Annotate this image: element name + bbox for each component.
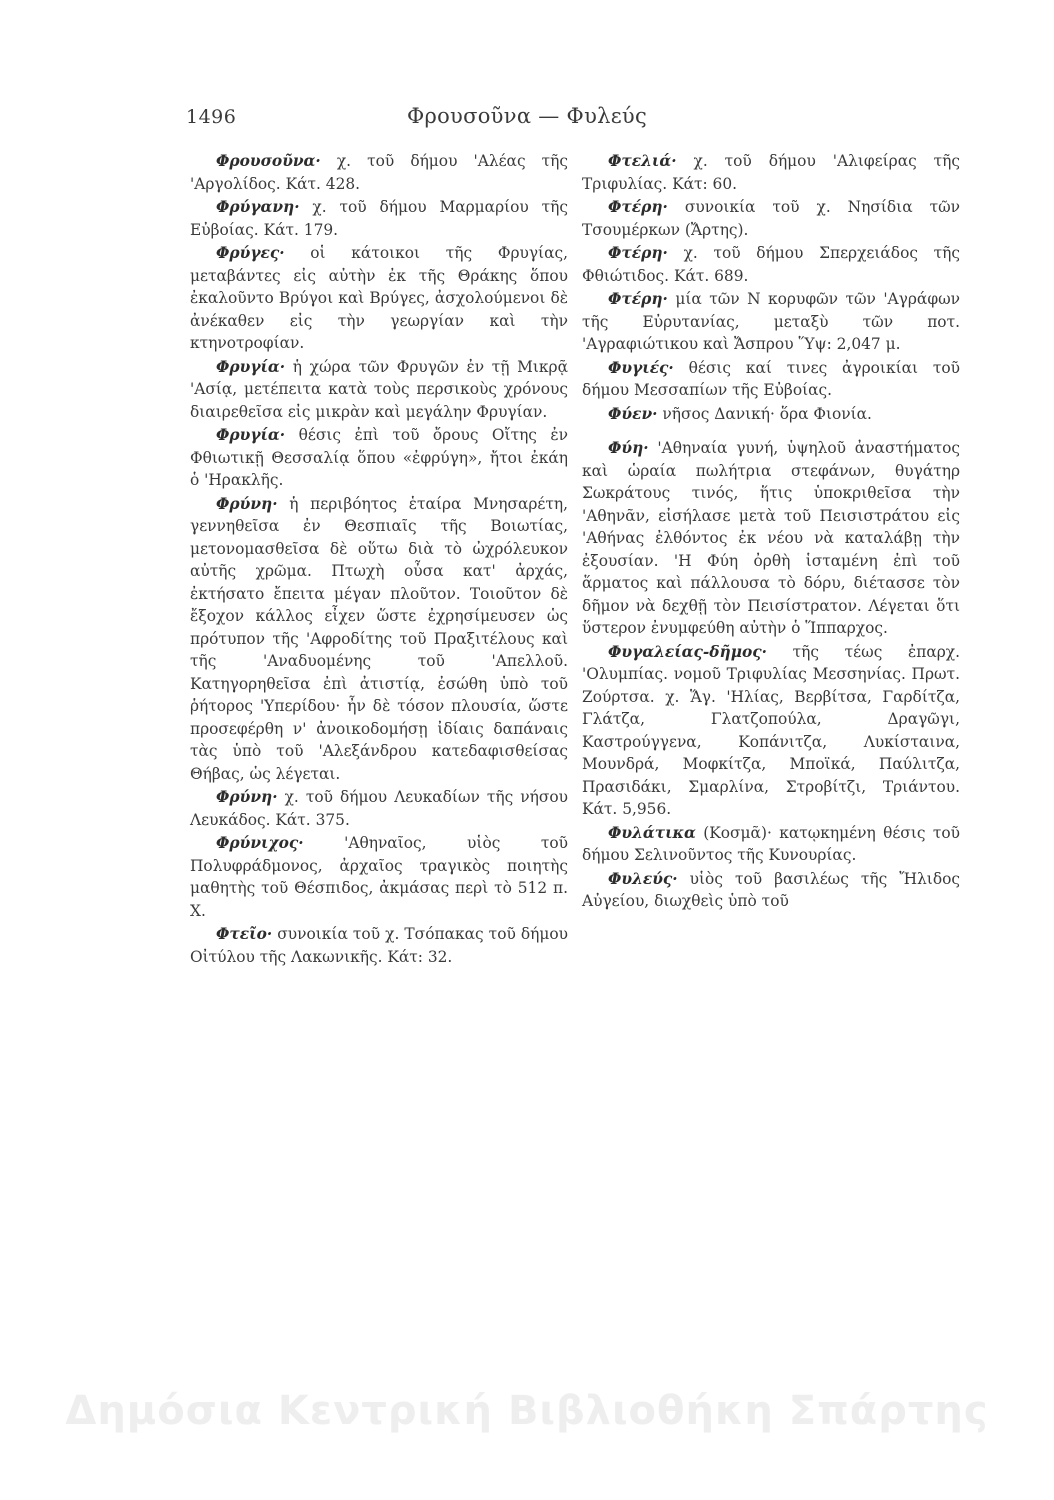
dictionary-entry: [582, 357, 960, 402]
entry-text: θέσις καί τινες ἀγροικίαι τοῦ δήμου Μεσσαπίων τῆς Εὐβοίας.: [582, 358, 960, 399]
entry-text: μία τῶν Ν κορυφῶν τῶν 'Αγράφων τῆς Εὐρυτανίας, μεταξὺ τῶν ποτ. 'Αγραφιώτικου καὶ Ἄσπρου Ὕψ: 2,047 μ.: [582, 290, 960, 353]
entry-headword: Φρουσοῦνα·: [216, 152, 321, 170]
entry-text: 'Αθηναῖος, υἱὸς τοῦ Πολυφράδμονος, ἀρχαῖος τραγικὸς ποιητὴς μαθητὴς τοῦ Θέσπιδος, ἀκμάσας περὶ τὸ 512 π. Χ.: [190, 834, 568, 920]
entry-headword: Φτέρη·: [608, 244, 668, 262]
dictionary-entry: [582, 822, 960, 867]
dictionary-entry: [190, 242, 568, 355]
dictionary-entry: [582, 641, 960, 821]
page-number: 1496: [186, 106, 237, 128]
entry-headword: Φρυγία·: [216, 357, 286, 376]
entry-headword: Φρύνη·: [216, 788, 278, 806]
dictionary-entry: [582, 242, 960, 287]
dictionary-entry: [190, 424, 568, 492]
dictionary-entry: [582, 437, 960, 640]
entry-text: νῆσος Δανική· ὅρα Φιονία.: [657, 404, 872, 423]
dictionary-entry: [190, 493, 568, 786]
entry-headword: Φύεν·: [608, 404, 658, 423]
dictionary-entry: [190, 150, 568, 195]
entry-headword: Φύη·: [608, 439, 649, 457]
entry-headword: Φυγιές·: [608, 358, 674, 377]
dictionary-entry: [582, 403, 960, 426]
entry-headword: Φυλεύς·: [608, 869, 678, 888]
right-column: [582, 150, 960, 913]
entry-text: χ. τοῦ δήμου Μαρμαρίου τῆς Εὐβοίας. Κάτ. 179.: [190, 198, 568, 239]
entry-text: (Κοσμᾶ)· κατῳκημένη θέσις τοῦ δήμου Σελινοῦντος τῆς Κυνουρίας.: [582, 823, 960, 864]
entry-headword: Φρύγες·: [216, 244, 285, 262]
library-watermark: Δημόσια Κεντρική Βιβλιοθήκη Σπάρτης: [65, 1388, 989, 1434]
entry-text: χ. τοῦ δήμου 'Αλιφείρας τῆς Τριφυλίας. Κάτ: 60.: [582, 152, 960, 193]
dictionary-entry: [582, 150, 960, 195]
entry-headword: Φρυγία·: [216, 426, 286, 444]
entry-text: συνοικία τοῦ χ. Νησίδια τῶν Τσουμέρκων (Ἄρτης).: [582, 198, 960, 239]
entry-text: υἱὸς τοῦ βασιλέως τῆς Ἤλιδος Αὐγείου, διωχθεὶς ὑπὸ τοῦ: [582, 869, 960, 910]
entry-headword: Φρύνη·: [216, 494, 278, 513]
entry-text: χ. τοῦ δήμου Σπερχειάδος τῆς Φθιώτιδος. Κάτ. 689.: [582, 244, 960, 285]
dictionary-entry: [190, 196, 568, 241]
dictionary-entry: [190, 832, 568, 922]
dictionary-entry: [582, 868, 960, 913]
entry-text: χ. τοῦ δήμου Λευκαδίων τῆς νήσου Λευκάδος. Κάτ. 375.: [190, 788, 568, 829]
entry-text: τῆς τέως ἐπαρχ. 'Ολυμπίας. νομοῦ Τριφυλίας Μεσσηνίας. Πρωτ. Ζούρτσα. χ. Ἅγ. 'Ηλίας, Βερβίτσα, Γαρδίτζα, Γλάτζα, Γλατζοπούλα, Δραγῶγι, Καστρούγγενα, Κοπάνιτζα, Λυκίσταινα, Μουνδρά, Μοφκίτζα, Μποϊκά, Παύλιτζα, Πρασιδάκι, Σμαρλίνα, Στροβίτζι, Τριάντου. Κάτ. 5,956.: [582, 642, 960, 818]
dictionary-entry: [582, 196, 960, 241]
dictionary-entry: [582, 288, 960, 356]
dictionary-entry: [190, 923, 568, 968]
entry-headword: Φυλάτικα: [608, 823, 696, 842]
running-title: Φρουσοῦνα — Φυλεύς: [406, 104, 648, 128]
entry-text: ἡ περιβόητος ἑταίρα Μνησαρέτη, γεννηθεῖσα ἐν Θεσπιαῖς τῆς Βοιωτίας, μετονομασθεῖσα δὲ οὕτω διὰ τὸ ὠχρόλευκον αὐτῆς χρῶμα. Πτωχὴ οὖσα κατ' ἀρχάς, ἐκτήσατο ἔπειτα μέγαν πλοῦτον. Τοιοῦτον δὲ ἔξοχον κάλλος εἶχεν ὥστε ἐχρησίμευσεν ὡς πρότυπον τῆς 'Αφροδίτης τοῦ Πραξιτέλους καὶ τῆς 'Αναδυομένης τοῦ 'Απελλοῦ. Κατηγορηθεῖσα ἐπὶ ἀτιστίᾳ, ἐσώθη ὑπὸ τοῦ ῥήτορος 'Υπερίδου· ἦν δὲ τόσον πλουσία, ὥστε προσεφέρθη ν' ἀνοικοδομήσῃ ἰδίαις δαπάναις τὰς ὑπὸ τοῦ 'Αλεξάνδρου κατεδαφισθείσας Θήβας, ὡς λέγεται.: [190, 494, 568, 783]
entry-headword: Φρύνιχος·: [216, 834, 304, 852]
left-column: [190, 150, 568, 968]
entry-text: οἱ κάτοικοι τῆς Φρυγίας, μεταβάντες εἰς αὐτὴν ἐκ τῆς Θράκης ὅπου ἐκαλοῦντο Βρύγοι καὶ Βρύγες, ἀσχολούμενοι δὲ ἀνέκαθεν εἰς τὴν γεωργίαν καὶ τὴν κτηνοτροφίαν.: [190, 244, 568, 352]
entry-headword: Φρύγανη·: [216, 198, 300, 216]
entry-headword: Φτέρη·: [608, 198, 668, 216]
dictionary-entry: [190, 786, 568, 831]
entry-headword: Φτεῖο·: [216, 925, 273, 943]
entry-headword: Φτέρη·: [608, 290, 668, 308]
entry-text: θέσις ἐπὶ τοῦ ὄρους Οἴτης ἐν Φθιωτικῇ Θεσσαλίᾳ ὅπου «ἐφρύγη», ἤτοι ἐκάη ὁ 'Ηρακλῆς.: [190, 426, 568, 489]
entry-text: συνοικία τοῦ χ. Τσόπακας τοῦ δήμου Οἰτύλου τῆς Λακωνικῆς. Κάτ: 32.: [190, 925, 568, 966]
entry-text: χ. τοῦ δήμου 'Αλέας τῆς 'Αργολίδος. Κάτ. 428.: [190, 152, 568, 193]
entry-text: ἡ χώρα τῶν Φρυγῶν ἐν τῇ Μικρᾷ 'Ασίᾳ, μετέπειτα κατὰ τοὺς περσικοὺς χρόνους διαιρεθεῖσα εἰς μικρὰν καὶ μεγάλην Φρυγίαν.: [190, 357, 568, 421]
entry-headword: Φυγαλείας-δῆμος·: [608, 642, 768, 661]
dictionary-entry: [190, 356, 568, 424]
entry-text: 'Αθηναία γυνή, ὑψηλοῦ ἀναστήματος καὶ ὡραία πωλήτρια στεφάνων, θυγάτηρ Σωκράτους τινός, ἥτις ὑποκριθεῖσα τὴν 'Αθηνᾶν, εἰσήλασε μετὰ τοῦ Πεισιστράτου εἰς 'Αθήνας ἐλθόντος ἐκ νέου νὰ καταλάβῃ τὴν ἐξουσίαν. 'Η Φύη ὀρθὴ ἱσταμένη ἐπὶ τοῦ ἅρματος καὶ πάλλουσα τὸ δόρυ, διέτασσε τὸν δῆμον νὰ δεχθῇ τὸν Πεισίστρατον. Λέγεται ὅτι ὕστερον ἐνυμφεύθη αὐτὴν ὁ Ἵππαρχος.: [582, 439, 960, 637]
entry-headword: Φτελιά·: [608, 152, 677, 170]
